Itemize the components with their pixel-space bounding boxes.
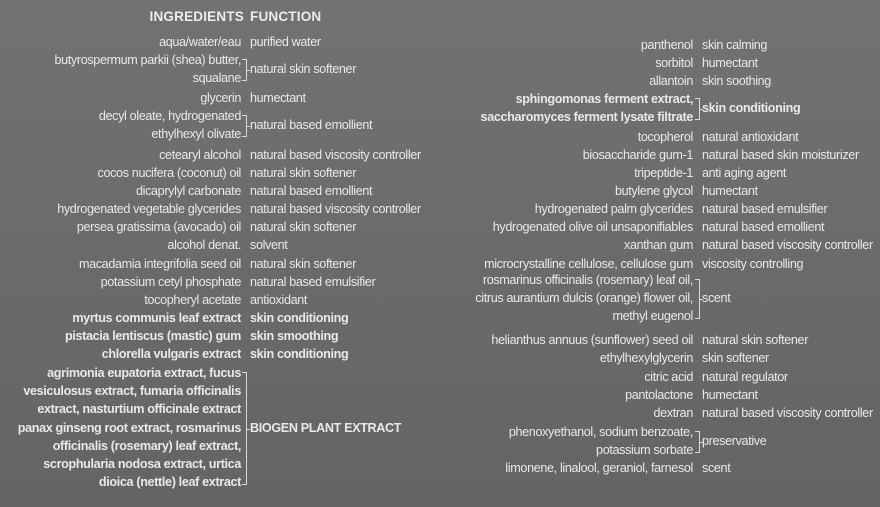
ingredient-name: [159, 33, 241, 51]
group-bracket: [695, 98, 700, 120]
ingredient-name: [79, 255, 241, 273]
ingredient-function: skin conditioning: [250, 347, 349, 361]
ingredient-function: skin softener: [702, 351, 769, 365]
ingredient-line: panthenol: [640, 38, 693, 52]
ingredient-line: extract, nasturtium officinale extract: [37, 402, 241, 417]
ingredient-name: [535, 200, 693, 218]
ingredient-line: persea gratissima (avocado) oil: [76, 220, 241, 234]
ingredient-name: [624, 236, 693, 254]
group-bracket: [242, 372, 247, 485]
ingredient-line: alcohol denat.: [167, 238, 241, 252]
ingredient-function: solvent: [250, 238, 288, 252]
ingredient-name: [167, 236, 241, 254]
ingredient-line: dioica (nettle) leaf extract: [98, 475, 241, 490]
ingredient-function: natural skin softener: [250, 220, 357, 234]
ingredient-line: butyrospermum parkii (shea) butter,: [54, 53, 241, 67]
ingredient-name: [98, 164, 242, 182]
ingredient-name: [159, 146, 241, 164]
group-bracket: [242, 59, 247, 81]
ingredient-name: [653, 404, 693, 422]
ingredient-function: anti aging agent: [702, 166, 787, 180]
ingredient-name: [600, 349, 693, 367]
ingredient-line: macadamia integrifolia seed oil: [78, 257, 241, 271]
ingredient-name: [481, 90, 693, 126]
ingredient-line: phenoxyethanol, sodium benzoate,: [508, 425, 693, 439]
ingredient-line: ethylhexylglycerin: [599, 351, 693, 365]
ingredient-line: limonene, linalool, geraniol, farnesol: [505, 461, 693, 475]
ingredient-line: dextran: [653, 406, 693, 420]
ingredient-line: methyl eugenol: [612, 309, 693, 324]
ingredient-function: natural based emollient: [702, 220, 825, 234]
ingredient-function: preservative: [702, 434, 767, 449]
ingredient-name: [144, 291, 241, 309]
ingredient-name: [641, 36, 693, 54]
ingredient-name: [200, 89, 241, 107]
ingredient-name: [102, 345, 241, 363]
ingredient-line: cocos nucifera (coconut) oil: [97, 166, 241, 180]
ingredient-function: antioxidant: [250, 293, 308, 307]
ingredient-function: natural based viscosity controller: [250, 202, 421, 216]
ingredient-line: squalane: [192, 71, 241, 86]
ingredient-line: tripeptide-1: [634, 166, 693, 180]
ingredient-function: purified water: [250, 35, 321, 49]
ingredient-line: agrimonia eupatoria extract, fucus: [47, 366, 241, 380]
ingredient-line: dicaprylyl carbonate: [135, 184, 241, 198]
ingredient-line: citric acid: [644, 370, 693, 384]
ingredient-name: [644, 368, 693, 386]
ingredient-line: allantoin: [649, 74, 693, 88]
ingredient-function: natural based skin moisturizer: [702, 148, 859, 162]
ingredient-line: chlorella vulgaris extract: [101, 347, 241, 361]
ingredient-line: tocopherol: [637, 130, 693, 144]
ingredient-line: tocopheryl acetate: [144, 293, 241, 307]
ingredient-name: [625, 386, 693, 404]
ingredient-line: hydrogenated palm glycerides: [534, 202, 693, 216]
function-header: FUNCTION: [250, 9, 322, 24]
ingredient-function: scent: [702, 461, 731, 475]
ingredient-function: skin conditioning: [702, 101, 801, 116]
ingredient-line: hydrogenated vegetable glycerides: [57, 202, 241, 216]
ingredient-function: skin calming: [702, 38, 768, 52]
ingredient-line: sorbitol: [655, 56, 693, 70]
ingredient-line: potassium sorbate: [596, 443, 693, 458]
ingredient-line: cetearyl alcohol: [159, 148, 241, 162]
ingredient-name: [57, 200, 241, 218]
ingredient-line: ethylhexyl olivate: [151, 127, 241, 142]
ingredient-line: officinalis (rosemary) leaf extract,: [52, 438, 241, 453]
ingredient-line: scrophularia nodosa extract, urtica: [43, 457, 241, 472]
ingredient-name: [634, 164, 693, 182]
ingredient-line: vesiculosus extract, fumaria officinalis: [23, 384, 241, 399]
ingredient-function: natural skin softener: [250, 257, 357, 271]
ingredient-name: [99, 107, 241, 143]
ingredient-name: [491, 331, 693, 349]
ingredient-name: [475, 271, 693, 326]
ingredient-function: natural based viscosity controller: [702, 406, 873, 420]
ingredient-line: glycerin: [200, 91, 241, 105]
ingredient-name: [77, 218, 241, 236]
ingredient-function: natural based emulsifier: [250, 275, 376, 289]
ingredient-function: natural skin softener: [250, 166, 357, 180]
ingredient-function: natural based viscosity controller: [250, 148, 421, 162]
ingredient-line: hydrogenated olive oil unsaponifiables: [492, 220, 693, 234]
ingredient-name: [65, 327, 241, 345]
ingredient-name: [493, 218, 693, 236]
ingredient-name: [583, 146, 693, 164]
ingredient-line: sphingomonas ferment extract,: [515, 92, 693, 106]
ingredient-function: natural skin softener: [702, 333, 809, 347]
ingredient-function: natural regulator: [702, 370, 788, 384]
ingredient-function: natural based emollient: [250, 118, 373, 133]
ingredient-line: myrtus communis leaf extract: [72, 311, 241, 325]
ingredient-function: natural based emulsifier: [702, 202, 828, 216]
group-bracket: [242, 115, 247, 137]
ingredient-line: aqua/water/eau: [159, 35, 241, 49]
ingredient-name: [615, 182, 693, 200]
ingredient-line: potassium cetyl phosphate: [100, 275, 241, 289]
ingredient-function: BIOGEN PLANT EXTRACT: [250, 420, 402, 435]
ingredient-function: natural based emollient: [250, 184, 373, 198]
ingredient-line: saccharomyces ferment lysate filtrate: [480, 110, 693, 125]
ingredient-line: biosaccharide gum-1: [582, 148, 693, 162]
ingredient-function: humectant: [702, 56, 758, 70]
group-bracket: [695, 431, 700, 453]
ingredient-name: [505, 459, 693, 477]
ingredient-function: skin soothing: [702, 74, 771, 88]
ingredient-name: [638, 128, 693, 146]
group-bracket: [695, 279, 700, 319]
ingredient-line: citrus aurantium dulcis (orange) flower oil,: [475, 291, 693, 306]
ingredient-name: [18, 364, 241, 491]
ingredient-line: rosmarinus officinalis (rosemary) leaf oil,: [482, 273, 693, 287]
ingredient-function: viscosity controlling: [702, 257, 804, 271]
ingredient-line: helianthus annuus (sunflower) seed oil: [491, 333, 693, 347]
ingredient-name: [649, 72, 693, 90]
ingredient-line: pistacia lentiscus (mastic) gum: [64, 329, 241, 343]
ingredient-function: natural antioxidant: [702, 130, 799, 144]
ingredient-name: [101, 273, 241, 291]
ingredient-name: [655, 54, 693, 72]
ingredient-name: [136, 182, 241, 200]
ingredient-line: pantolactone: [625, 388, 693, 402]
ingredient-function: natural skin softener: [250, 62, 357, 77]
ingredient-function: skin smoothing: [250, 329, 339, 343]
ingredient-line: butylene glycol: [614, 184, 693, 198]
ingredient-line: decyl oleate, hydrogenated: [98, 109, 241, 123]
ingredient-line: microcrystalline cellulose, cellulose gum: [484, 257, 693, 271]
ingredient-line: panax ginseng root extract, rosmarinus: [17, 420, 241, 435]
ingredient-function: humectant: [250, 91, 306, 105]
ingredient-name: [509, 423, 693, 459]
ingredient-function: humectant: [702, 388, 758, 402]
ingredient-name: [72, 309, 241, 327]
ingredient-function: skin conditioning: [250, 311, 349, 325]
ingredient-function: natural based viscosity controller: [702, 238, 873, 252]
ingredient-function: scent: [702, 291, 731, 306]
ingredient-line: xanthan gum: [624, 238, 693, 252]
ingredients-header: INGREDIENTS: [149, 9, 244, 24]
ingredient-function: humectant: [702, 184, 758, 198]
ingredient-name: [54, 51, 241, 87]
